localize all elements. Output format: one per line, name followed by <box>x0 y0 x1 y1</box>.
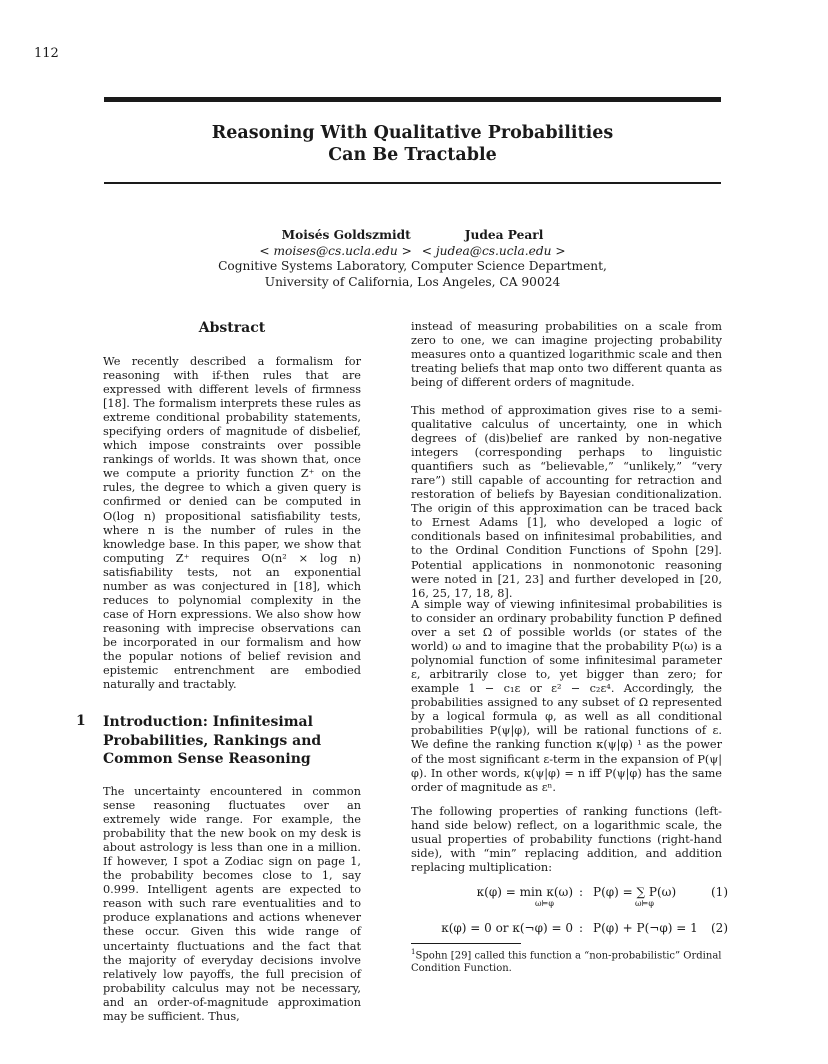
title-line-2: Can Be Tractable <box>328 145 497 165</box>
author-email: < moises@cs.ucla.edu > <box>259 243 412 258</box>
equation-lhs: κ(φ) = min κ(ω) <box>476 885 573 899</box>
section-title <box>103 713 353 769</box>
author-name: Moisés Goldszmidt <box>281 228 411 242</box>
section-title-line: Common Sense Reasoning <box>103 751 311 767</box>
equation-subscript: ω⊨φ <box>635 899 655 908</box>
title-rule-top <box>104 97 721 102</box>
author-name: Judea Pearl <box>464 228 544 242</box>
affiliation-line: University of California, Los Angeles, CA 90024 <box>264 274 561 289</box>
footnote-rule <box>411 943 521 944</box>
footnote-mark: 1 <box>411 948 416 956</box>
paper-title <box>104 122 721 166</box>
section-title-line: Probabilities, Rankings and <box>103 732 322 749</box>
section-number: 1 <box>76 713 86 729</box>
abstract-body: We recently described a formalism for reasoning with if-then rules that are expressed with different levels of firmness [18]. The formalism interprets these rules as extreme conditional probability statements, specifying orders of magnitude of disbelief, which impose constraints over possible rankings of worlds. It was shown that, once we compute a priority function Z⁺ on the rules, the degree to which a given query is confirmed or denied can be computed in O(log n) propositional satisfiability tests, where n is the number of rules in the knowledge base. In this paper, we show that computing Z⁺ requires O(n² × log n) satisfiability tests, not an exponential number as was conjectured in [18], which reduces to polynomial complexity in the case of Horn expressions. We also show how reasoning with imprecise observations can be incorporated in our formalism and how the popular notions of belief revision and epistemic entrenchment are embodied naturally and tractably. <box>103 355 361 692</box>
affiliation-line: Cognitive Systems Laboratory, Computer Science Department, <box>218 259 607 273</box>
equation-separator: : <box>579 921 584 935</box>
body-paragraph: A simple way of viewing infinitesimal probabilities is to consider an ordinary probability function P defined over a set Ω of possible worlds (or states of the world) ω and to imagine that the probability P(ω) is a polynomial function of some infinitesimal parameter ε, arbitrarily close to, yet bigger than zero; for example 1 − c₁ε or ε² − c₂ε⁴. Accordingly, the probabilities assigned to any subset of Ω represented by a logical formula φ, as well as all conditional probabilities P(ψ|φ), will be rational functions of ε. We define the ranking function κ(ψ|φ) ¹ as the power of the most significant ε-term in the expansion of P(ψ|φ). In other words, κ(ψ|φ) = n iff P(ψ|φ) has the same order of magnitude as εⁿ. <box>411 598 722 794</box>
title-rule-bottom <box>104 182 721 184</box>
footnote <box>411 946 722 975</box>
author-emails <box>104 244 721 260</box>
equation-number: (1) <box>711 885 728 899</box>
abstract-heading: Abstract <box>198 320 266 336</box>
author-email: < judea@cs.ucla.edu > <box>421 243 566 258</box>
equation-lhs: κ(φ) = 0 or κ(¬φ) = 0 <box>441 921 573 935</box>
equation-rhs: P(φ) = ∑ P(ω) <box>593 885 677 899</box>
body-paragraph: instead of measuring probabilities on a scale from zero to one, we can imagine projecting probability measures onto a quantized logarithmic scale and then treating beliefs that map onto two different quanta as being of different orders of magnitude. <box>411 320 722 390</box>
page-number: 112 <box>34 46 59 61</box>
equation-subscript: ω⊨φ <box>535 899 555 908</box>
equation-separator: : <box>579 885 584 899</box>
author-block <box>104 228 721 290</box>
body-paragraph: The following properties of ranking functions (left-hand side below) reflect, on a logarithmic scale, the usual properties of probability functions (right-hand side), with “min” replacing addition, and addition replacing multiplication: <box>411 805 722 875</box>
body-paragraph: This method of approximation gives rise to a semi-qualitative calculus of uncertainty, one in which degrees of (dis)belief are ranked by non-negative integers (corresponding perhaps to linguistic quantifiers such as “believable,” “unlikely,” “very rare”) still capable of accounting for retraction and restoration of beliefs by Bayesian conditionalization. The origin of this approximation can be traced back to Ernest Adams [1], who developed a logic of conditionals based on infinitesimal probabilities, and to the Ordinal Condition Functions of Spohn [29]. Potential applications in nonmonotonic reasoning were noted in [21, 23] and further developed in [20, 16, 25, 17, 18, 8]. <box>411 404 722 600</box>
title-line-1: Reasoning With Qualitative Probabilities <box>211 123 614 143</box>
author-names <box>104 228 721 244</box>
equation-rhs: P(φ) + P(¬φ) = 1 <box>593 921 698 935</box>
introduction-body: The uncertainty encountered in common sense reasoning fluctuates over an extremely wide range. For example, the probability that the new book on my desk is about astrology is less than one in a million. If however, I spot a Zodiac sign on page 1, the probability becomes close to 1, say 0.999. Intelligent agents are expected to reason with such rare eventualities and to produce explanations and actions whenever these occur. Given this wide range of uncertainty fluctuations and the fact that the majority of everyday decisions involve relatively low payoffs, the full precision of probability calculus may not be necessary, and an order-of-magnitude approximation may be sufficient. Thus, <box>103 785 361 1023</box>
footnote-text: Spohn [29] called this function a “non-probabilistic” Ordinal Condition Function. <box>411 950 722 975</box>
equation-number: (2) <box>711 921 728 935</box>
section-title-line: Introduction: Infinitesimal <box>103 714 313 730</box>
